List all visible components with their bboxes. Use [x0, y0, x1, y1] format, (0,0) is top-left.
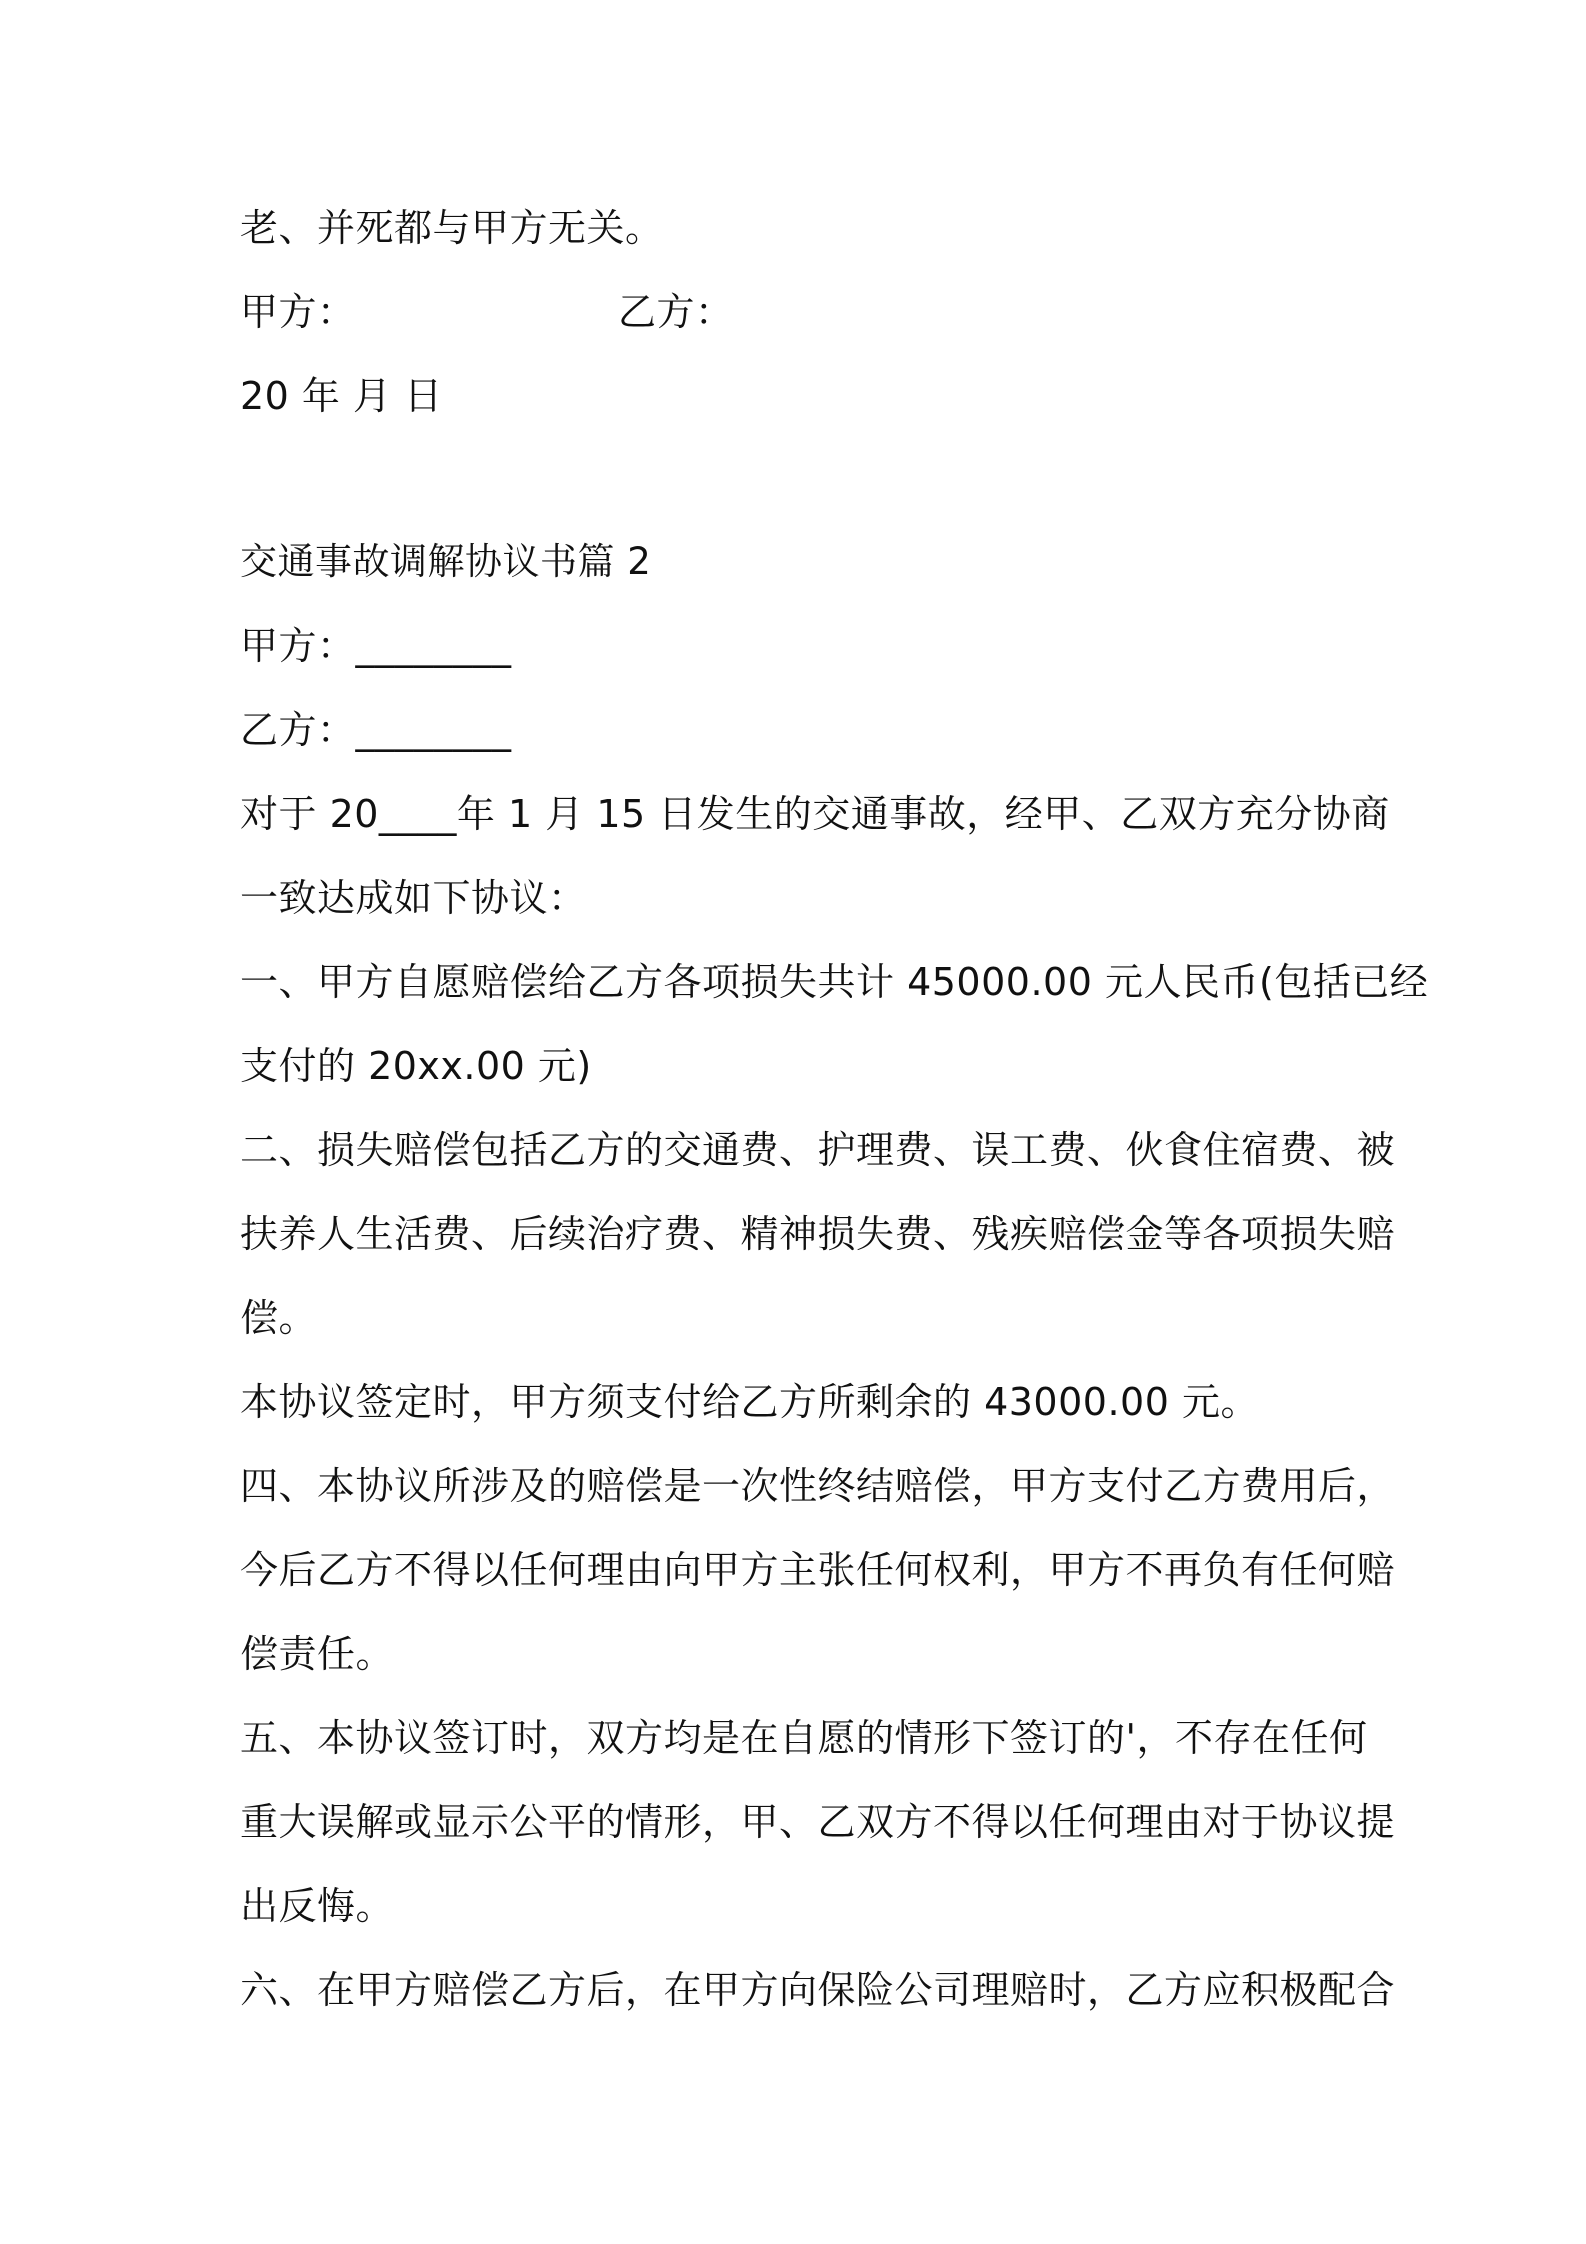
signature-party-b: 乙方：	[618, 290, 734, 334]
signature-party-a: 甲方：	[240, 290, 356, 334]
clause-1-line: 支付的 20xx.00 元)	[240, 1044, 592, 1088]
text-line: 对于 20____年 1 月 15 日发生的交通事故，经甲、乙双方充分协商	[240, 792, 1390, 836]
signature-date: 20 年 月 日	[240, 374, 443, 418]
text-line: 一致达成如下协议：	[240, 876, 587, 920]
party-b-line: 乙方：________	[240, 708, 512, 752]
clause-1-line: 一、甲方自愿赔偿给乙方各项损失共计 45000.00 元人民币(包括已经	[240, 960, 1429, 1004]
clause-4-line: 四、本协议所涉及的赔偿是一次性终结赔偿，甲方支付乙方费用后，	[240, 1464, 1396, 1508]
clause-5-line: 五、本协议签订时，双方均是在自愿的情形下签订的'，不存在任何	[240, 1716, 1368, 1760]
text-line: 本协议签定时，甲方须支付给乙方所剩余的 43000.00 元。	[240, 1380, 1259, 1424]
clause-2-line: 扶养人生活费、后续治疗费、精神损失费、残疾赔偿金等各项损失赔	[240, 1212, 1396, 1256]
clause-2-line: 偿。	[240, 1296, 318, 1340]
clause-6-line: 六、在甲方赔偿乙方后，在甲方向保险公司理赔时，乙方应积极配合	[240, 1968, 1396, 2012]
section-title: 交通事故调解协议书篇 2	[240, 540, 652, 583]
clause-2-line: 二、损失赔偿包括乙方的交通费、护理费、误工费、伙食住宿费、被	[240, 1128, 1396, 1172]
clause-5-line: 出反悔。	[240, 1884, 395, 1928]
clause-5-line: 重大误解或显示公平的情形，甲、乙双方不得以任何理由对于协议提	[240, 1800, 1396, 1844]
clause-4-line: 今后乙方不得以任何理由向甲方主张任何权利，甲方不再负有任何赔	[240, 1548, 1396, 1592]
text-line: 老、并死都与甲方无关。	[240, 206, 664, 250]
party-a-line: 甲方：________	[240, 624, 512, 668]
clause-4-line: 偿责任。	[240, 1632, 395, 1676]
